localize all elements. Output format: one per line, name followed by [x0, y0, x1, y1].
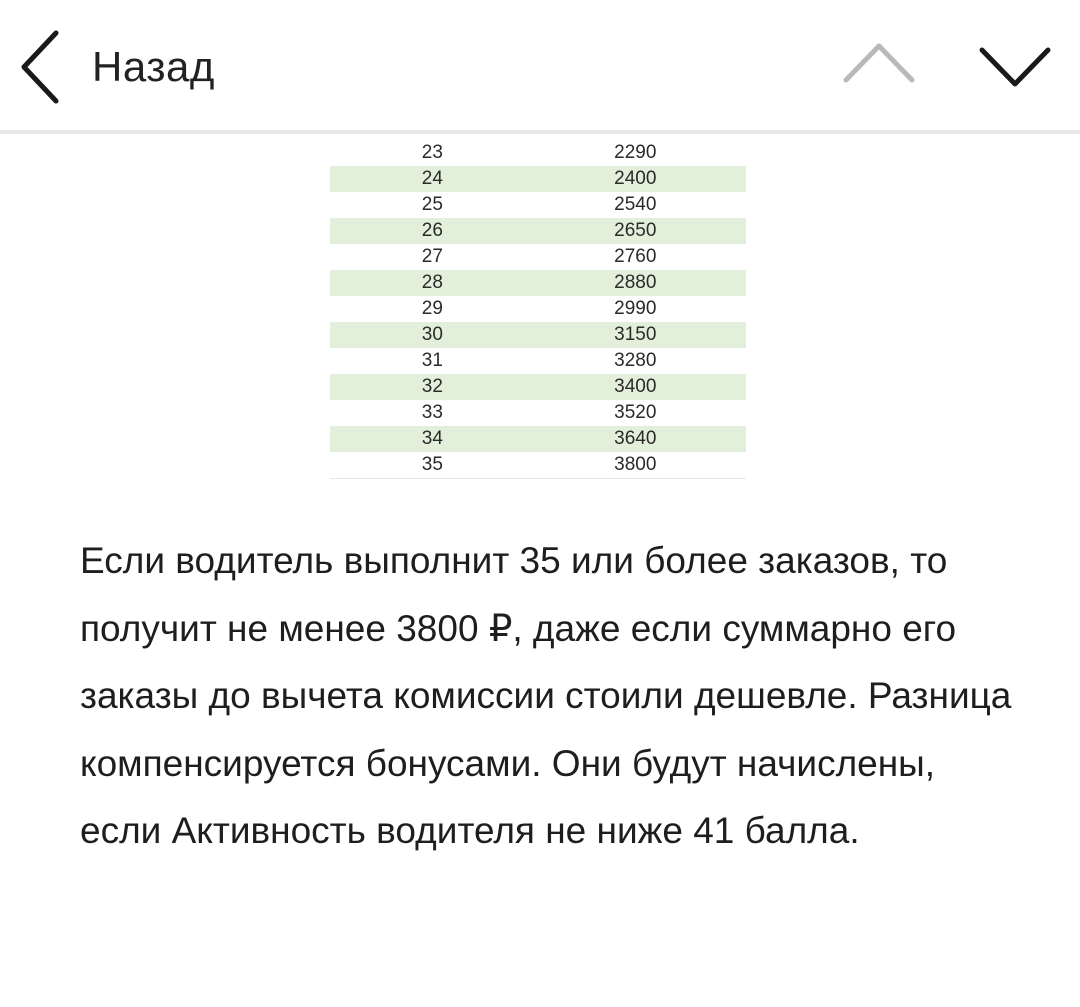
top-bar [0, 0, 1080, 134]
table-row [330, 452, 746, 479]
bonus-table-image [330, 140, 746, 479]
article-paragraph: Если водитель выполнит 35 или более заказов, то получит не менее 3800 ₽, даже если суммарно его заказы до вычета комиссии стоили дешевле. Разница компенсируется бонусами. Они будут начислены, если Активность водителя не ниже 41 балла. [80, 540, 1012, 851]
orders-cell: 31 [421, 350, 443, 371]
orders-cell: 27 [421, 246, 443, 267]
amount-cell: 2990 [614, 298, 657, 319]
orders-cell: 26 [330, 218, 535, 244]
amount-cell: 3400 [535, 374, 746, 400]
back-button[interactable] [18, 22, 258, 112]
table-row [330, 218, 746, 244]
table-row [330, 192, 746, 218]
orders-cell: 29 [421, 298, 443, 319]
amount-cell: 3520 [614, 402, 657, 423]
table-row [330, 296, 746, 322]
table-row [330, 140, 746, 166]
amount-cell: 2760 [614, 246, 657, 267]
orders-cell: 28 [330, 270, 535, 296]
orders-cell: 32 [330, 374, 535, 400]
previous-match-button[interactable] [838, 30, 920, 100]
bonus-table [330, 140, 746, 479]
table-row [330, 270, 746, 296]
orders-cell: 34 [330, 426, 535, 452]
chevron-up-icon [838, 30, 920, 100]
orders-cell: 23 [421, 142, 443, 163]
table-body [330, 140, 746, 479]
orders-cell: 35 [330, 452, 535, 479]
next-match-button[interactable] [972, 30, 1058, 100]
table-row [330, 400, 746, 426]
table-row [330, 348, 746, 374]
table-row [330, 244, 746, 270]
back-label: Назад [92, 43, 215, 90]
chevron-left-icon [18, 29, 62, 105]
amount-cell: 3280 [614, 350, 657, 371]
table-row [330, 166, 746, 192]
amount-cell: 3800 [535, 452, 746, 479]
amount-cell: 2880 [535, 270, 746, 296]
amount-cell: 2290 [614, 142, 657, 163]
amount-cell: 2400 [535, 166, 746, 192]
amount-cell: 3640 [535, 426, 746, 452]
orders-cell: 24 [330, 166, 535, 192]
chevron-down-icon [972, 30, 1058, 100]
table-row [330, 374, 746, 400]
amount-cell: 3150 [535, 322, 746, 348]
table-row [330, 426, 746, 452]
orders-cell: 33 [421, 402, 443, 423]
amount-cell: 2540 [614, 194, 657, 215]
orders-cell: 30 [330, 322, 535, 348]
orders-cell: 25 [421, 194, 443, 215]
amount-cell: 2650 [535, 218, 746, 244]
table-row [330, 322, 746, 348]
